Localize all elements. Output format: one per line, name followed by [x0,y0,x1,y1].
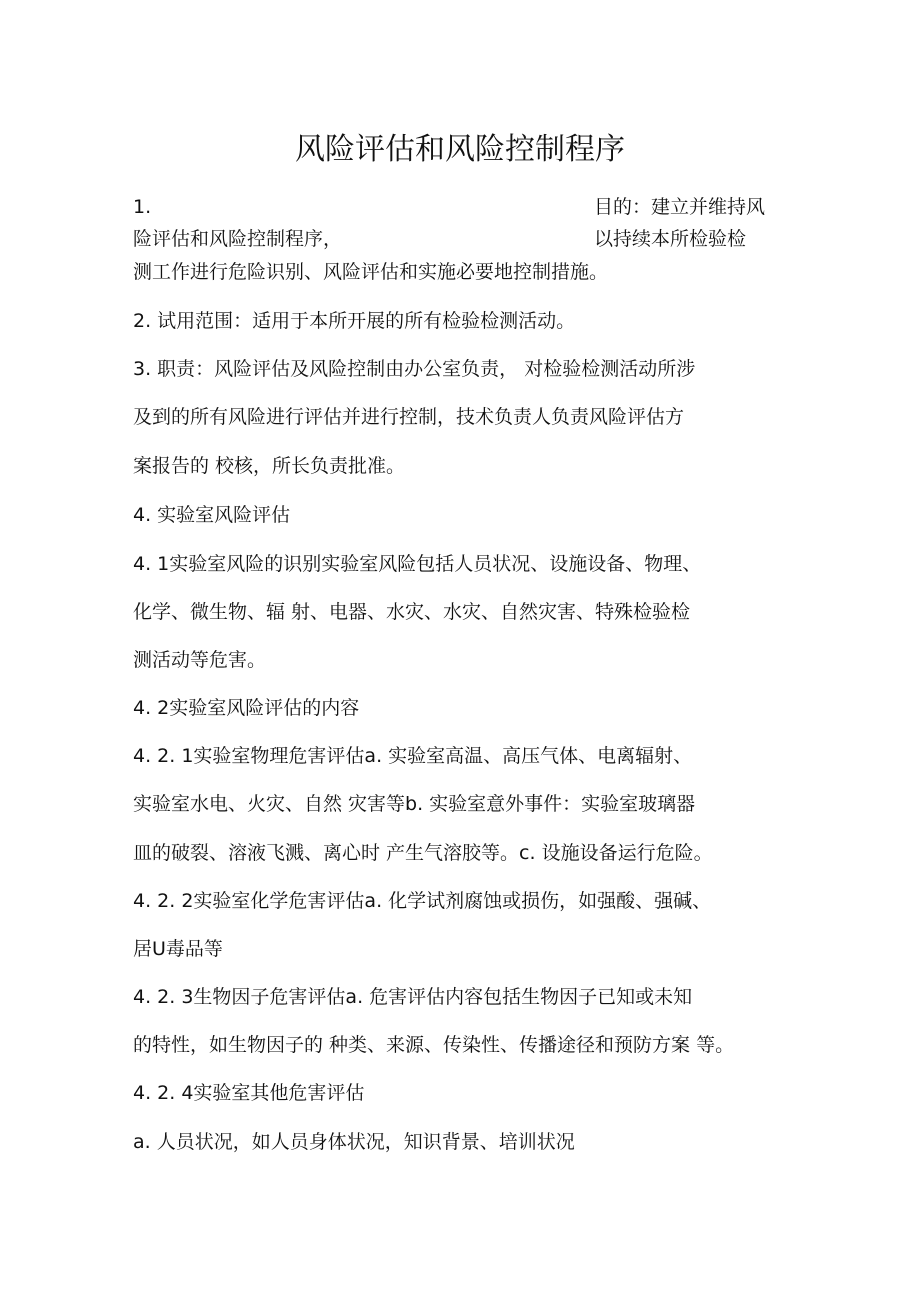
text-line: 的特性，如生物因子的 种类、来源、传染性、传播途径和预防方案 等。 [133,1034,735,1056]
text-line: 以持续本所检验检 [594,228,747,250]
text-line: 实验室水电、火灾、自然 灾害等b. 实验室意外事件：实验室玻璃器 [133,793,696,815]
text-line: 4. 1实验室风险的识别实验室风险包括人员状况、设施设备、物理、 [133,553,702,575]
text-line: 化学、微生物、辐 射、电器、水灾、水灾、自然灾害、特殊检验检 [133,601,691,623]
text-line: 4. 2. 1实验室物理危害评估a. 实验室高温、高压气体、电离辐射、 [133,745,693,767]
text-line: a. 人员状况，如人员身体状况，知识背景、培训状况 [133,1131,575,1153]
section-heading: 4. 2实验室风险评估的内容 [133,697,360,719]
text-line: 皿的破裂、溶液飞溅、离心时 产生气溶胶等。c. 设施设备运行危险。 [133,842,713,864]
text-line: 4. 2. 2实验室化学危害评估a. 化学试剂腐蚀或损伤，如强酸、强碱、 [133,890,712,912]
section-heading: 4. 实验室风险评估 [133,504,291,526]
text-line: 居U毒品等 [133,938,223,960]
text-line: 3. 职责：风险评估及风险控制由办公室负责， 对检验检测活动所涉 [133,358,696,380]
text-line: 测活动等危害。 [133,649,267,671]
document-title: 风险评估和风险控制程序 [295,132,625,167]
text-line: 及到的所有风险进行评估并进行控制，技术负责人负责风险评估方 [133,406,685,428]
text-line: 险评估和风险控制程序， [133,228,343,250]
text-line: 1. [133,196,152,218]
text-line: 测工作进行危险识别、风险评估和实施必要地控制措施。 [133,261,609,283]
section-heading: 4. 2. 4实验室其他危害评估 [133,1082,365,1104]
text-line: 2. 试用范围：适用于本所开展的所有检验检测活动。 [133,310,576,332]
text-line: 4. 2. 3生物因子危害评估a. 危害评估内容包括生物因子已知或未知 [133,986,693,1008]
text-line: 目的：建立并维持风 [594,196,766,218]
text-line: 案报告的 校核，所长负责批准。 [133,455,406,477]
